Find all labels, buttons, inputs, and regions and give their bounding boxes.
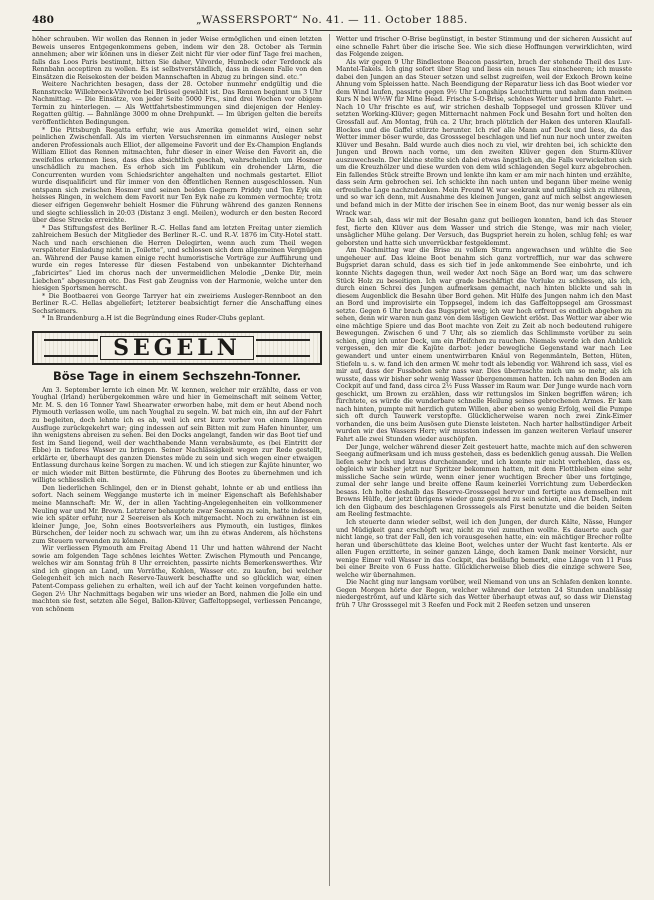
right-paragraph: Am Nachmittag war die Brise zu vollem Sturm angewachsen und wühlte die See ungeheuer auf. Das kleine Boot benahm sich ganz vortrefflich, nur war das schwere Bugspriet daran schuld, dass es sich tief in jede ankommende See einbohrte, und ich konnte Nichts dagegen thun, weil weder Axt noch Säge an Bord war, um das schwere Stück Holz zu beseitigen. Ich war grade beschäftigt die Vorluke zu schliessen, als ich, durch einen Schrei des Jungen aufmerksam gemacht, nach hinten blickte und sah in diesem Augenblick die Besahn über Bord gehen. Mit Hülfe des Jungen nahm ich den Mast an Bord und improvisirte ein Toppsegel, indem ich das Gaffeltoppsegel am Grossmast setzte. Gegen 6 Uhr brach das Bugspriet weg; ich war hoch erfreut es endlich abgehen zu sehen, denn wir waren nun ganz von dem lästigen Gewicht erlöst. Das Wetter war aber wie eine mächtige Spiere und das Boot machte von Zeit zu Zeit ab noch bedeutend ruhigere Bewegungen. Zwischen 6 und 7 Uhr, als so ziemlich das Schlimmste vorüber zu sein schien, ging ich unter Deck, um ein Pfeifchen zu rauchen. Niemals werde ich den Anblick vergessen, den mir die Kajüte darbot: jeder bewegliche Gegenstand war nach Lee gewandert und unter einem unentwirrbaren Knäul von Regenmänteln, Betten, Hüten, Stiefeln u. s. w. fand ich den armen W. mehr todt als lebendig vor. Während ich sass, viel es mir auf, dass der Fussboden sehr nass war. Dies überraschte mich um so mehr, als ich wusste, dass wir bisher sehr wenig Wasser übergenommen hatten. Ich nahm den Boden am Cockpit auf und fand, dass circa 2½ Fuss Wasser im Raum war. Der Junge wurde nach vorn geschickt, um Brown zu erzählen, dass wir rettungslos im Sinken begriffen wären; ich fürchtete, es würde die wunderbare schnelle Heilung seines gebrochenen Armes. Er kam nach hinten, pumpte mit herzlich gutem Willen, aber eben so wenig Erfolg, weil die Pumpe sich oft durch Tauwerk verstopfte. Glücklicherweise waren noch zwei Zink-Eimer vorhanden, die uns beim Ausösen gute Dienste leisteten. Nach harter halbstündiger Arbeit wurden wir des Wassers Herr; wir mussten indessen im ganzen weiteren Verlauf unserer Fahrt alle zwei Stunden wieder auschöpfen. <box>336 247 632 443</box>
banner-ornament <box>256 339 310 357</box>
left-paragraph: Am 3. September lernte ich einen Mr. W. kennen, welcher mir erzählte, dass er von Youghal (Irland) herübergekommen wäre und hier in Gemeinschaft mit seinem Vetter, Mr. M. S. den 16 Tonner Yawl Shearwater erworben habe, mit dem er heut Abend noch Plymouth verlassen wolle, um nach Youghal zu segeln. W. bat mich ein, ihn auf der Fahrt zu begleiten, doch lehnte ich es ab, weil ich erst kurz vorher von einem längeren Ausfluge zurückgekehrt war; ging indessen auf sein Bitten mit zum Hafen hinunter, um ihn wenigstens abreisen zu sehen. Bei den Docks angelangt, fanden wir das Boot tief und fest im Sand liegend, weil der wachthabende Mann verabsäumte, es (bei Eintritt der Ebbe) in tieferes Wasser zu bringen. Seiner Nachlässigkeit wegen zur Rede gestellt, erklärte er, überhaupt des ganzen Dienstes müde zu sein und sich wegen einer etwaigen Entlassung durchaus keine Sorgen zu machen. W. und ich stiegen zur Kajüte hinunter, wo er mich wieder mit Bitten bestürmte, die Führung des Bootes zu übernehmen und ich willigte schliesslich ein. <box>32 386 322 485</box>
article-headline: Böse Tage in einem Sechszehn-Tonner. <box>53 368 301 383</box>
right-paragraph: Die Nacht ging nur langsam vorüber, weil Niemand von uns an Schlafen denken konnte. Gegen Morgen hörte der Regen, welcher während der letzten 24 Stunden unablässig niedergeströmt, auf und klärte sich das Wetter überhaupt etwas auf, so dass wir Dienstag früh 7 Uhr Grosssegel mit 3 Reefen und Fock mit 2 Reefen setzen und unseren <box>336 579 632 610</box>
right-paragraph: Als wir gegen 9 Uhr Bindlestone Beacon passirten, brach der stehende Theil des Luv-Mantel-Takels. Ich ging sofort über Stag und liess ein neues Tau einscheeren; ich musste dabei den Jungen an das Steuer setzen und selbst zugreifen, weil der Exkoch Brown keine Ahnung vom Spleissen hatte. Nach Beendigung der Reparatur liess ich das Boot wieder vor dem Wind laufen, passirte gegen 9½ Uhr Longships Leuchtthurm und nahm dann meinen Kurs N bei W½W für Mine Head. Frische S-O-Brise, schönes Wetter und brillante Fahrt. — Nach 10 Uhr frischte es auf, wir strichen deshalb Toppsegel und grossen Klüver und setzten Working-Klüver; gegen Mitternacht nahmen Fock und Besahn fort und holten den Grossfall auf. Am Montag, früh ca. 2 Uhr, brach plötzlich der Haken des unteren Klaufall-Blockes und die Gaffel stürzte herunter. Ich rief alle Mann auf Deck und liess, da das Wetter immer böser wurde, das Grosssegel beschlagen und lief nun nur noch unter zweiten Klüver und Besahn. Bald wurde auch dies noch zu viel, wir drehten bei, ich schickte den Jungen und Brown nach vorne, um den zweiten Klüver gegen den Sturm-Klüver auszuwechseln. Der kleine stellte sich dabei etwas ängstlich an, die Falls verwickelten sich um die Kreuzhölzer und diese wurden von dem wild schlagenden Segel kurz abgebrochen. Ein fallendes Stück streifte Brown und lenkte ihn kam er am mir nach hinten und erzählte, dass sein Arm gebrochen sei. Ich schickte ihn nach unten und begann über meine wenig erfreuliche Lage nachzudenken. Mein Freund W. war seekrank und unfähig sich zu rühren, und so war ich denn, mit Ausnahme des kleinen Jungen, ganz auf mich selbst angewiesen und befand mich in der Mitte der irischen See in einem Boot, das nur wenig besser als ein Wrack war. <box>336 58 632 217</box>
column-divider <box>329 34 330 886</box>
right-paragraph: Der Junge, welcher während dieser Zeit gesteuert hatte, machte mich auf den schweren Seegang aufmerksam und ich muss gestehen, dass es bedenklich genug aussah. Die Wellen liefen sehr hoch und kraus durcheinander, und ich konnte mir nicht verhehlen, dass es, obgleich wir bisher jetzt nur Spritzer bekommen hatten, mit dem Flottbleiben eine sehr missliche Sache sein würde, wenn einer jener wuchtigen Brecher über uns fortginge, zumal der sehr lange und breite offene Raum keinerlei Vorrichtung zum Ueberdecken besass. Ich holte deshalb das Reserve-Grosssegel hervor und fertigte aus demselben mit Browns Hülfe, der jetzt übrigens wieder ganz gesund zu sein schien, eine Art Dach, indem ich den Gigbaum des beschlagenen Grosssegels als First benutzte und die beiden Seiten am Reeling festmachte. <box>336 443 632 519</box>
banner-ornament <box>44 339 98 357</box>
left-paragraph: * Die Bootbaerei von George Tarryer hat ein zweiriems Ausleger-Rennboot an den Berliner R.-C. Hellas abgeliefert; letzterer beabsichtigt ferner die Anschaffung eines Sechsriemers. <box>32 292 322 315</box>
right-paragraph: Wetter und frischer O-Brise begünstigt, in bester Stimmung und der sicheren Aussicht auf eine schnelle Fahrt über die irische See. Wie sich diese Hoffnungen verwirklichten, wird das Folgende zeigen. <box>336 36 632 59</box>
left-paragraph: Weitere Nachrichten besagen, dass der 28. October nunmehr endgültig und die Rennstrecke Willebroeck-Vilvorde bei Brüssel gewählt ist. Das Rennen beginnt um 3 Uhr Nachmittag. — Die Einsätze, von jeder Seite 5000 Frs., sind drei Wochen vor obigem Termin zu hinterlegen. — Als Wettfahrtsbestimmungen sind diejenigen der Henley-Regatten gültig. — Bahnlänge 3000 m ohne Drehpunkt. — Im übrigen gelten die bereits veröffentlichten Bedingungen. <box>32 81 322 127</box>
right-paragraph: Da ich sah, dass wir mit der Besahn ganz gut beiliegen konnten, band ich das Steuer fest, fierte den Klüver aus dem Wasser und strich die Stenge, was mir nach vieler, unsäglicher Mühe gelang. Der Versuch, das Bugspriet herein zu holen, schlug fehl; es war geborsten und hatte sich unverrückbar festgeklemmt. <box>336 217 632 247</box>
section-banner <box>32 331 322 365</box>
page-header <box>32 14 632 31</box>
left-paragraph: * Die Pittsburgh Regatta erfuhr, wie aus Amerika gemeldet wird, einen sehr peinlichen Zwischenfall. Als im vierten Versuchsrennen im einmanns Ausleger nebst anderen Professionals auch Elliot, der allgemeine Favorit und der Ex-Champion Englands William Elliot das Rennen mitmachten, fuhr dieser in einer Weise den Favorit an, die zweifellos erkennen liess, dass dies absichtlich geschah, wahrscheinlich um Hosmer unschädlich zu machen. Es erhob sich im Publikum ein drohender Lärm, die Concurrenten wurden vom Schiedsrichter angehalten und nochmals gestartet. Elliot wurde disqualificirt und für immer von den öffentlichen Rennen ausgeschlossen. Nun entspann sich zwischen Hosmer und seinen beiden Gegnern Priddy und Ten Eyk ein heisses Ringen, in welchem dem Favorit nur Ten Eyk nahe zu kommen vermochte; trotz dieser eifrigen Gegenwehr behielt Hosmer die Führung während des ganzen Rennens und siegte schliesslich in 20:03 (Distanz 3 engl. Meilen), wodurch er den besten Record über diese Strecke erreichte. <box>32 126 322 225</box>
left-paragraph: * In Brandenburg a.H ist die Begründung eines Ruder-Clubs geplant. <box>42 315 265 323</box>
left-paragraph: Wir verliessen Plymouth am Freitag Abend 11 Uhr und hatten während der Nacht sowie am folgenden Tage schönes leichtes Wetter. Zwischen Plymouth und Pencange, welches wir am Sonntag früh 8 Uhr erreichten, passirte nichts Bemerkenswerthes. Wir sind ich gingen an Land, um Vorräthe, Kohlen, Wasser etc. zu kaufen, bei welcher Gelegenheit ich mich nach Reserve-Tauwerk beschaffte und so glücklich war, einen Patent-Compass geliehen zu erhalten, weil ich auf der Yacht keinen vorgefunden hatte. Gegen 2½ Uhr Nachmittags begaben wir uns wieder an Bord, nahmen die Jolle ein und machten sie fest, setzten alle Segel, Ballon-Klüver, Gaffeltoppsegel, verliessen Pencange, von schönem <box>32 545 322 613</box>
right-column <box>336 36 632 886</box>
page-number: 480 <box>32 14 54 26</box>
left-column <box>32 36 322 886</box>
left-paragraph: * Das Stiftungsfest des Berliner R.-C. Hellas fand am letzten Freitag unter ziemlich zahlreichem Besuch der Mitglieder des Berliner R.-C. und R.-V. 1876 im City-Hotel statt. Nach und nach erschienen die Herren Delegirten, wenn auch zum Theil wegen verspäteter Einladung nicht in „Toilette“, und schlossen sich dem allgemeinen Vergnügen an. Während der Pause kamen einige recht humoristische Vorträge zur Aufführung und wurde ein reges Interesse für diesen Festabend von unbekannter Dichterhand „fabricirtes“ Lied im chorus nach der unvermeidlichen Melodie „Denke Dir, mein Liebchen“ abgesungen etc. Das Fest gab Zeugniss von der Harmonie, welche unter den hiesigen Sportsmen herrscht. <box>32 224 322 293</box>
section-title: SEGELN <box>100 336 254 360</box>
left-paragraph: höher schrauben. Wir wollen das Rennen in jeder Weise ermöglichen und einen letzten Beweis unseres Entgegenkommens geben, indem wir den 28. October als Termin annehmen; aber wir können uns in dieser Zeit nicht für vier oder fünf Tage frei machen, falls das Loos Paris bestimmt, bitten Sie daher, Vilvorde, Humbeck oder Terdonck als Rennbahn acceptiren zu wollen. Es ist selbstverständlich, dass in diesem Falle von den Einsätzen die Reisekosten der beiden Mannschaften in Abzug zu bringen sind. etc.“ <box>32 36 322 81</box>
left-paragraph: Den liederlichen Schlingel, den er in Dienst gehabt, lohnte er ab und entliess ihn sofort. Nach seinem Weggange musterte ich in meiner Eigenschaft als Befehlshaber meine Mannschaft: Mr. W., der in allen Yachting-Angelegenheiten ein vollkommener Neuling war und Mr. Brown. Letzterer behauptete zwar Seemann zu sein, hatte indessen, wie ich später erfuhr, nur 2 Seereisen als Koch mitgemacht. Noch zu erwähnen ist ein kleiner Junge, Joe, Sohn eines Bootsverleihers aus Plymouth, ein lustiges, flinkes Bürschchen, der leider noch zu schwach war, um ihn zu etwas Anderem, als höchstens zum Steuern verwenden zu können. <box>32 484 322 545</box>
right-paragraph: Ich steuerte dann wieder selbst, weil ich den Jungen, der durch Kälte, Nässe, Hunger und Müdigkeit ganz erschöpft war, nicht zu viel zumuthen wollte. Es dauerte auch gar nicht lange, so trat der Fall, den ich vorausgesehen hatte, ein: ein mächtiger Brecher rollte heran und überschüttete das kleine Boot, welches unter der Wucht fast kenterte. Als er allen Fugen erzitterte, in seiner ganzen Länge, doch kamen Dank meiner Vorsicht, nur wenige Eimer voll Wasser in das Cockpit, das beiläufig bemerkt, eine Länge von 11 Fuss bei einer Breite von 6 Fuss hatte. Glücklicherweise blieb dies die einzige schwere See, welche wir übernahmen. <box>336 519 632 579</box>
running-title: „WASSERSPORT“ No. 41. — 11. October 1885. <box>196 14 468 26</box>
